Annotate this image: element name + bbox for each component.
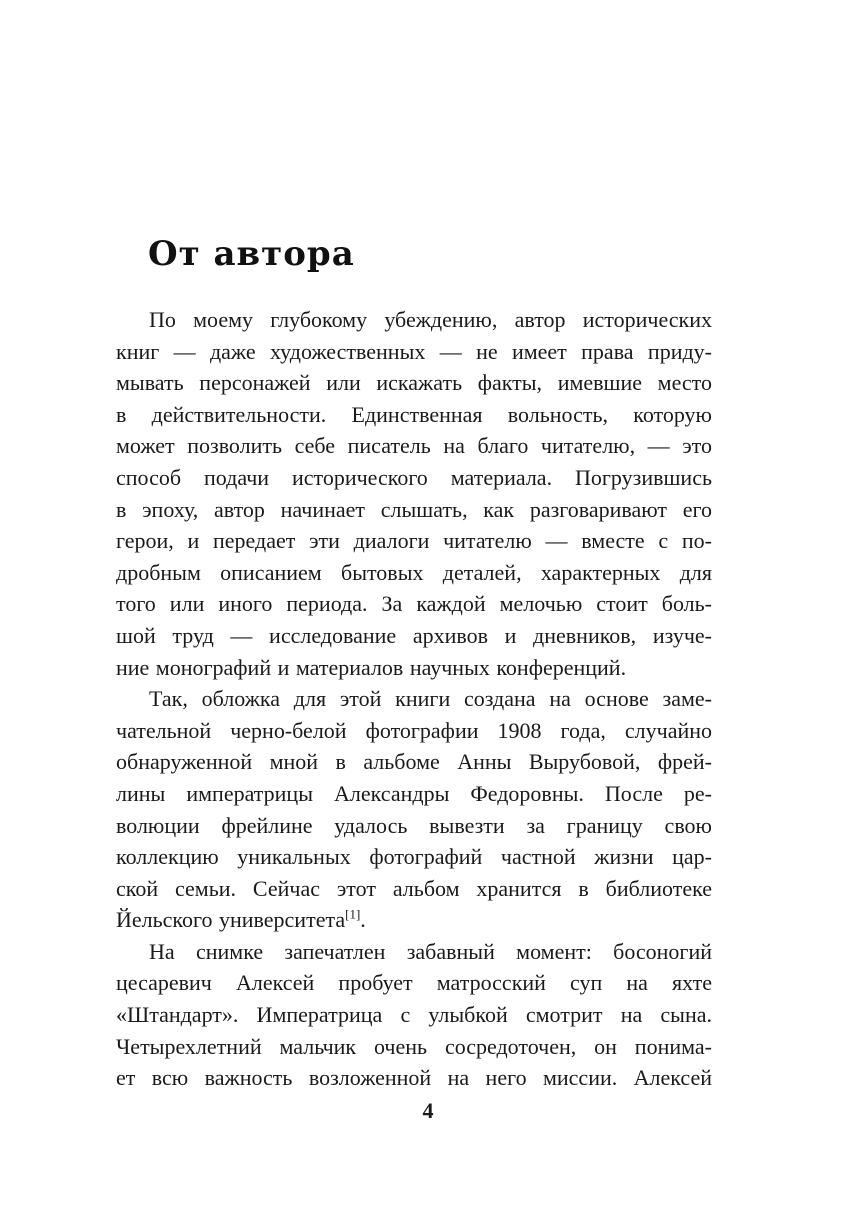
text-line: По моему глубокому убеждению, автор исторических xyxy=(149,307,712,332)
text-line: чательной черно-белой фотографии 1908 года, случайно xyxy=(116,717,712,743)
text-line: цесаревич Алексей пробует матросский суп на яхте xyxy=(116,970,712,996)
paragraph-3 xyxy=(116,936,712,1094)
text-line: Так, обложка для этой книги создана на основе заме- xyxy=(149,686,712,712)
text-line: мывать персонажей или искажать факты, имевшие место xyxy=(116,370,712,396)
text-line: Четырехлетний мальчик очень сосредоточен, он понима- xyxy=(116,1033,712,1059)
paragraph-2 xyxy=(116,683,712,936)
text-line: способ подачи исторического материала. Погрузившись xyxy=(116,464,712,490)
text-line: в действительности. Единственная вольность, которую xyxy=(116,401,712,427)
text-line: может позволить себе писатель на благо читателю, — это xyxy=(116,433,712,459)
text-line-tail: . xyxy=(360,907,366,933)
chapter-heading: От автора xyxy=(148,234,355,274)
text-line: герои, и передает эти диалоги читателю — вместе с по- xyxy=(116,528,712,554)
text-line: ской семьи. Сейчас этот альбом хранится в библиотеке xyxy=(116,875,712,901)
text-line: дробным описанием бытовых деталей, характерных для xyxy=(116,559,712,585)
footnote-reference[interactable]: [1] xyxy=(345,906,361,922)
text-line: шой труд — исследование архивов и дневников, изуче- xyxy=(116,622,712,648)
text-line-content: Йельского университета xyxy=(116,907,346,933)
text-line: «Штандарт». Императрица с улыбкой смотрит на сына. xyxy=(116,1002,712,1028)
text-line: коллекцию уникальных фотографий частной жизни цар- xyxy=(116,844,712,870)
body-text xyxy=(116,304,712,1094)
text-line: лины императрицы Александры Федоровны. После ре- xyxy=(116,780,712,806)
paragraph-1 xyxy=(116,304,712,683)
text-line: в эпоху, автор начинает слышать, как разговаривают его xyxy=(116,496,712,522)
text-line: обнаруженной мной в альбоме Анны Вырубовой, фрей- xyxy=(116,749,712,775)
text-line: На снимке запечатлен забавный момент: босоногий xyxy=(149,938,712,964)
text-line: ние монографий и материалов научных конференций. xyxy=(116,654,627,680)
page-number: 4 xyxy=(422,1098,434,1123)
text-line: книг — даже художественных — не имеет права приду- xyxy=(116,338,712,364)
text-line: ет всю важность возложенной на него миссии. Алексей xyxy=(116,1065,712,1091)
text-line: того или иного периода. За каждой мелочью стоит боль- xyxy=(116,591,712,617)
text-line xyxy=(116,904,712,936)
text-line: волюции фрейлине удалось вывезти за границу свою xyxy=(116,812,712,838)
